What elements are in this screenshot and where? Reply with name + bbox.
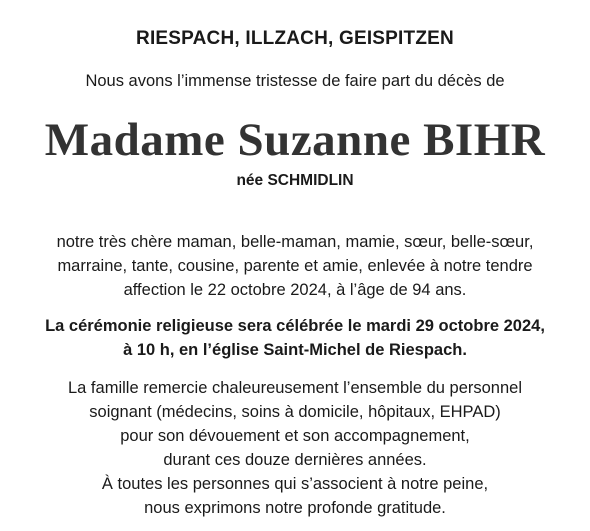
maiden-name: née SCHMIDLIN — [236, 172, 354, 189]
ceremony-line: à 10 h, en l’église Saint-Michel de Riespach. — [123, 341, 467, 359]
thanks-line: nous exprimons notre profonde gratitude. — [144, 499, 446, 517]
relation-line: affection le 22 octobre 2024, à l’âge de 94 ans. — [123, 281, 467, 299]
ceremony-paragraph — [0, 314, 590, 362]
locations-heading: RIESPACH, ILLZACH, GEISPITZEN — [136, 28, 454, 49]
intro-text: Nous avons l’immense tristesse de faire part du décès de — [85, 72, 505, 90]
relation-line: notre très chère maman, belle-maman, mamie, sœur, belle-sœur, — [56, 233, 534, 251]
deceased-name: Madame Suzanne BIHR — [44, 114, 546, 166]
thanks-paragraph — [0, 376, 590, 520]
thanks-line: pour son dévouement et son accompagnement, — [120, 427, 470, 445]
thanks-line: À toutes les personnes qui s’associent à notre peine, — [101, 475, 489, 493]
relation-paragraph — [0, 230, 590, 302]
relation-line: marraine, tante, cousine, parente et amie, enlevée à notre tendre — [57, 257, 533, 275]
thanks-line: durant ces douze dernières années. — [163, 451, 427, 469]
ceremony-line: La cérémonie religieuse sera célébrée le mardi 29 octobre 2024, — [45, 317, 545, 335]
thanks-line: soignant (médecins, soins à domicile, hôpitaux, EHPAD) — [89, 403, 501, 421]
thanks-line: La famille remercie chaleureusement l’ensemble du personnel — [68, 379, 522, 397]
